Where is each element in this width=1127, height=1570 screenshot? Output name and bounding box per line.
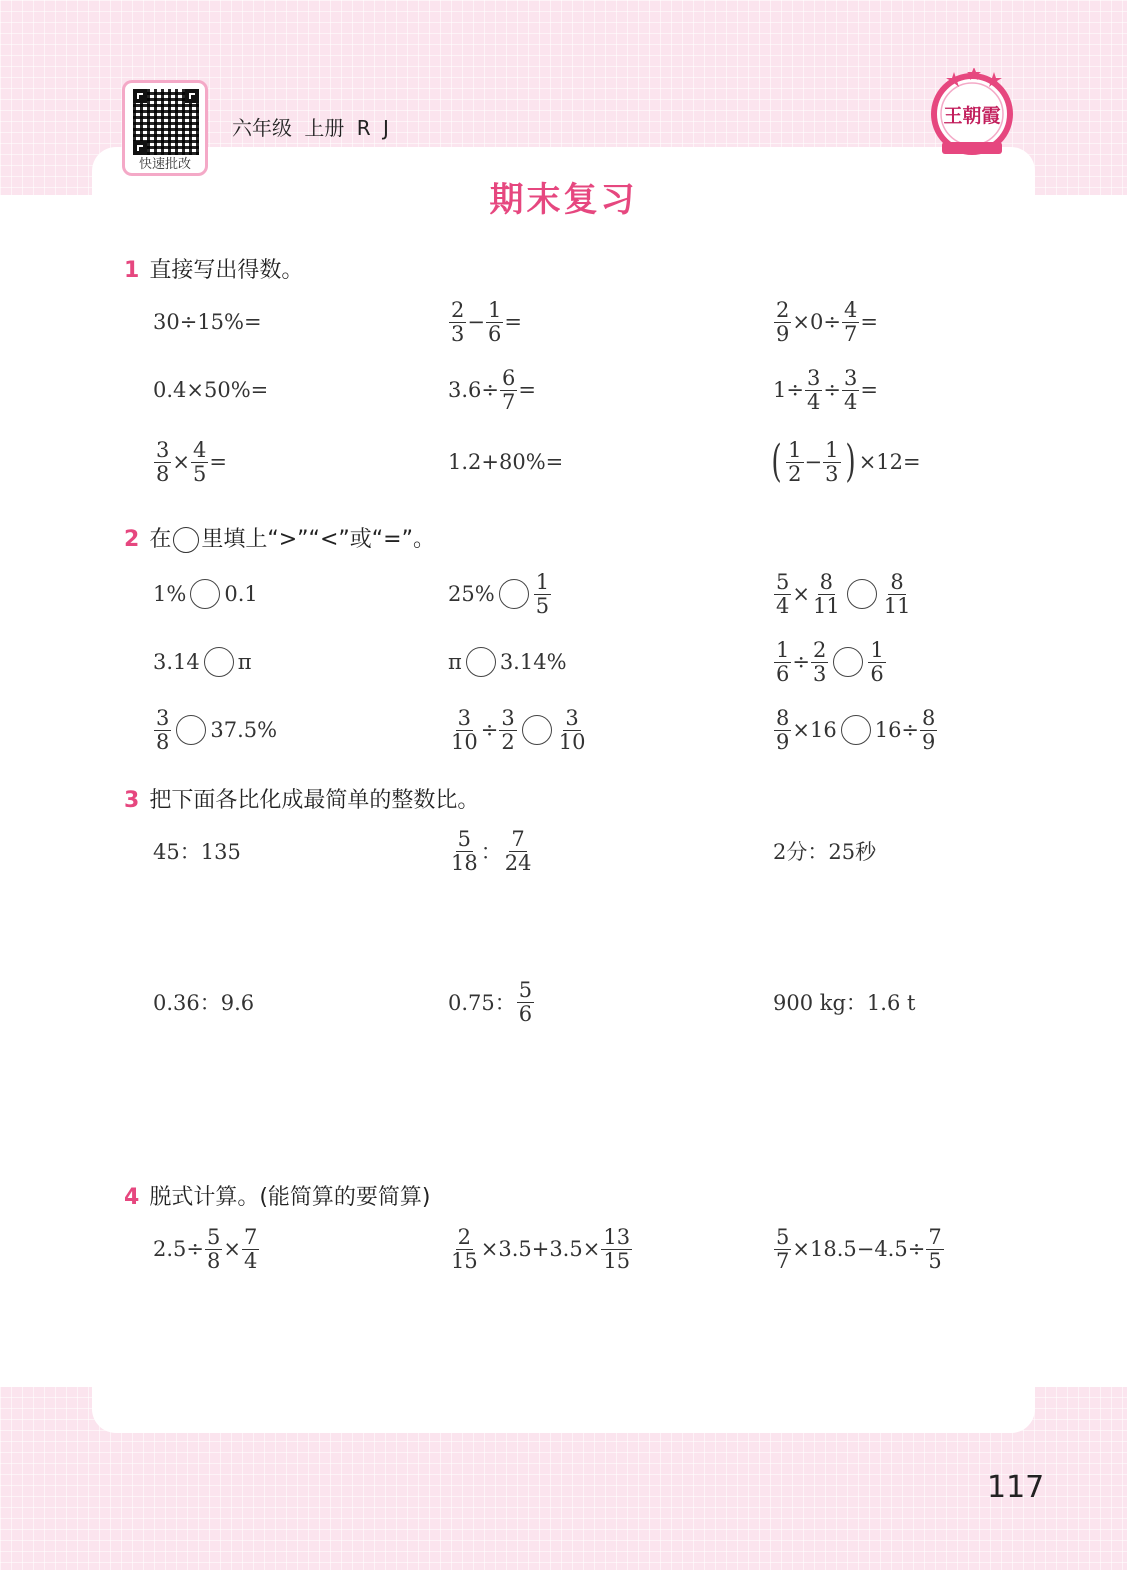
circle-blank-icon [173,527,199,553]
q3-item-5: 0.75： $\frac{5}{6}$ [448,978,533,1026]
q2-item-9: $\frac{8}{9}$ ×16 16÷ $\frac{8}{9}$ [776,706,936,754]
answer-circle[interactable] [176,715,206,745]
answer-circle[interactable] [841,715,871,745]
question-number: 2 [124,527,140,552]
q1-item-7: $\frac{3}{8}$ × $\frac{4}{5}$ = [156,438,227,486]
q1-item-6: 1÷ $\frac{3}{4}$ ÷ $\frac{3}{4}$ = [773,366,878,414]
question-text: 直接写出得数。 [149,258,304,283]
q2-item-2: 25% $\frac{1}{5}$ [448,570,550,618]
question-number: 4 [124,1185,140,1210]
q2-item-3: $\frac{5}{4}$ × $\frac{8}{11}$ $\frac{8}{11}$ [776,570,911,618]
q2-item-8: $\frac{3}{10}$ ÷ $\frac{3}{2}$ $\frac{3}{10}$ [451,706,586,754]
q4-item-1: 2.5÷ $\frac{5}{8}$ × $\frac{7}{4}$ [153,1225,258,1273]
q3-item-2: $\frac{5}{18}$ ： $\frac{7}{24}$ [451,827,532,875]
grade-label: 六年级 上册 R J [232,116,389,140]
question-text: 把下面各比化成最简单的整数比。 [149,788,480,813]
q1-item-5: 3.6÷ $\frac{6}{7}$ = [448,366,536,414]
qr-code-box[interactable] [122,80,208,176]
question-number: 3 [124,788,140,813]
q3-item-3: 2分：25秒 [773,840,877,864]
question-1-heading [124,253,303,284]
q3-item-4: 0.36：9.6 [153,991,255,1015]
question-number: 1 [124,258,140,283]
q1-item-4: 0.4×50%= [153,378,269,402]
q2-item-5: π 3.14% [448,630,567,694]
q2-item-1: 1% 0.1 [153,562,258,626]
q1-item-9: ( $\frac{1}{2}$ − $\frac{1}{3}$ ) ×12= [771,436,921,487]
q1-item-1: 30÷15%= [153,310,262,334]
q3-item-6: 900 kg：1.6 t [773,991,916,1015]
answer-circle[interactable] [466,647,496,677]
question-2-heading: 2 在 里填上“>”“<”或“=”。 [124,527,436,552]
q2-item-4: 3.14 π [153,630,252,694]
q1-item-8: 1.2+80%= [448,450,564,474]
qr-code-icon [133,89,199,155]
q4-item-3: $\frac{5}{7}$ ×18.5−4.5÷ $\frac{7}{5}$ [776,1225,942,1273]
q2-item-6: $\frac{1}{6}$ ÷ $\frac{2}{3}$ $\frac{1}{6}$ [776,638,884,686]
question-3-heading [124,783,479,814]
q3-item-1: 45：135 [153,840,241,864]
answer-circle[interactable] [499,579,529,609]
answer-circle[interactable] [190,579,220,609]
brand-logo [930,68,1014,160]
answer-circle[interactable] [522,715,552,745]
answer-circle[interactable] [847,579,877,609]
q1-item-2: $\frac{2}{3}$ − $\frac{1}{6}$ = [451,298,522,346]
q2-item-7: $\frac{3}{8}$ 37.5% [156,706,278,754]
q4-item-2: $\frac{2}{15}$ ×3.5+3.5× $\frac{13}{15}$ [451,1225,631,1273]
qr-label: 快速批改 [138,157,191,172]
answer-circle[interactable] [204,647,234,677]
question-text: 脱式计算。(能简算的要简算) [149,1185,431,1210]
q1-item-3: $\frac{2}{9}$ ×0÷ $\frac{4}{7}$ = [776,298,878,346]
question-4-heading [124,1180,430,1211]
logo-text: 王朝霞 [943,105,1001,127]
page-number: 117 [987,1470,1045,1505]
answer-circle[interactable] [833,647,863,677]
page-title: 期末复习 [489,180,638,220]
